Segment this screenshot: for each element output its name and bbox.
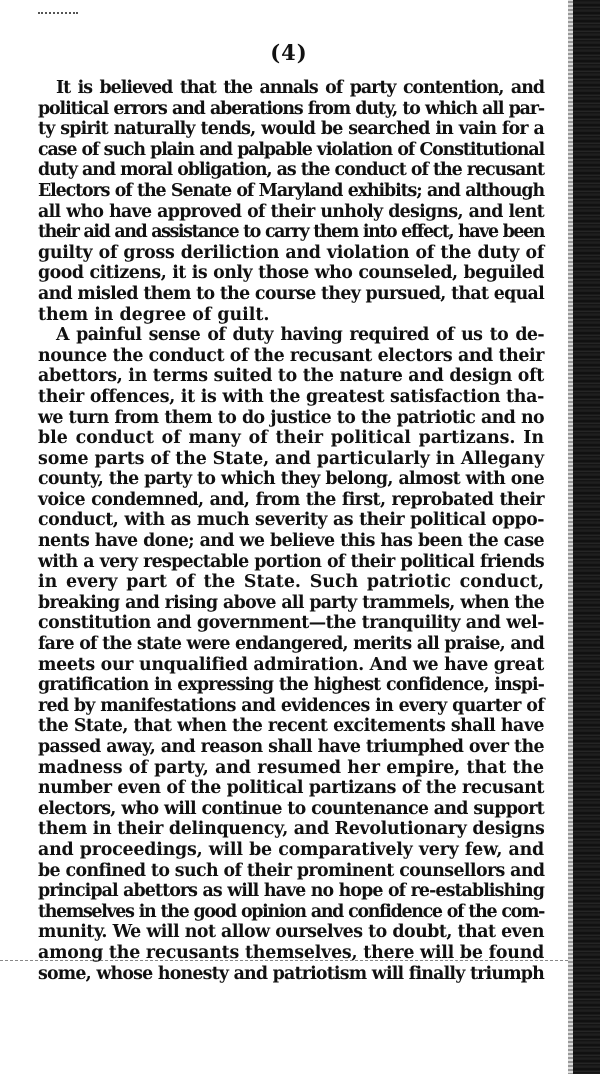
- text-line: in every part of the State. Such patriotic conduct,: [38, 572, 544, 593]
- text-line: abettors, in terms suited to the nature and design oft: [38, 366, 544, 387]
- page-fold-line: [0, 960, 568, 961]
- text-line: we turn from them to do justice to the patriotic and no: [38, 407, 544, 428]
- text-line: them in their delinquency, and Revolutionary designs: [38, 819, 545, 840]
- document-body: [38, 78, 544, 984]
- text-line: madness of party, and resumed her empire, that the: [38, 757, 544, 778]
- text-line: It is believed that the annals of party contention, and: [56, 78, 544, 98]
- text-line: nounce the conduct of the recusant electors and their: [38, 345, 544, 366]
- paragraph-1: [38, 78, 544, 325]
- text-line: principal abettors as will have no hope of re-establishing: [38, 881, 544, 902]
- text-line: conduct, with as much severity as their political oppo-: [38, 510, 544, 531]
- text-line: their offences, it is with the greatest satisfaction tha-: [38, 386, 544, 407]
- text-line: A painful sense of duty having required of us to de-: [56, 325, 544, 346]
- text-line: voice condemned, and, from the first, reprobated their: [38, 489, 544, 510]
- scan-corner-mark: [38, 0, 78, 14]
- text-line: be confined to such of their prominent counsellors and: [38, 860, 545, 881]
- text-line: red by manifestations and evidences in every quarter of: [38, 695, 544, 716]
- text-line: political errors and aberations from duty, to which all par-: [38, 98, 544, 119]
- text-line: electors, who will continue to countenance and support: [38, 798, 544, 819]
- text-line: some parts of the State, and particularly in Allegany: [38, 448, 544, 469]
- text-line: breaking and rising above all party trammels, when the: [38, 592, 544, 613]
- text-line: Electors of the Senate of Maryland exhibits; and although: [38, 180, 544, 201]
- text-line: the State, that when the recent excitements shall have: [38, 716, 544, 737]
- text-line: gratification in expressing the highest confidence, inspi-: [38, 675, 544, 696]
- text-line: nents have done; and we believe this has been the case: [38, 531, 544, 552]
- text-line: ble conduct of many of their political partizans. In: [38, 428, 544, 449]
- text-line: county, the party to which they belong, almost with one: [38, 469, 544, 490]
- text-line: meets our unqualified admiration. And we have great: [38, 654, 544, 675]
- text-line: munity. We will not allow ourselves to doubt, that even: [38, 922, 544, 943]
- text-line: their aid and assistance to carry them into effect, have been: [38, 222, 544, 243]
- text-line: and misled them to the course they pursued, that equal: [38, 283, 544, 304]
- text-line: fare of the state were endangered, merits all praise, and: [38, 634, 544, 655]
- text-line: guilty of gross deriliction and violation of the duty of: [38, 242, 544, 263]
- text-line: them in degree of guilt.: [38, 304, 270, 325]
- text-line: passed away, and reason shall have triumphed over the: [38, 737, 544, 757]
- text-line: ty spirit naturally tends, would be searched in vain for a: [38, 119, 544, 140]
- text-line: number even of the political partizans of the recusant: [38, 778, 544, 799]
- text-line: themselves in the good opinion and confidence of the com-: [38, 901, 544, 922]
- text-line: all who have approved of their unholy designs, and lent: [38, 201, 544, 222]
- page-number: (4): [270, 40, 308, 65]
- text-line: among the recusants themselves, there will be found: [38, 942, 545, 963]
- text-line: constitution and government—the tranquility and wel-: [38, 613, 544, 634]
- text-line: good citizens, it is only those who counseled, beguiled: [38, 263, 544, 284]
- text-line: with a very respectable portion of their political friends: [38, 551, 544, 572]
- paragraph-2: [38, 325, 544, 984]
- text-line: and proceedings, will be comparatively very few, and: [38, 839, 544, 860]
- text-line: duty and moral obligation, as the conduct of the recusant: [38, 160, 544, 181]
- text-line: case of such plain and palpable violation of Constitutional: [38, 139, 544, 160]
- scan-binding-edge: [568, 0, 600, 1074]
- text-line: some, whose honesty and patriotism will finally triumph: [38, 963, 544, 984]
